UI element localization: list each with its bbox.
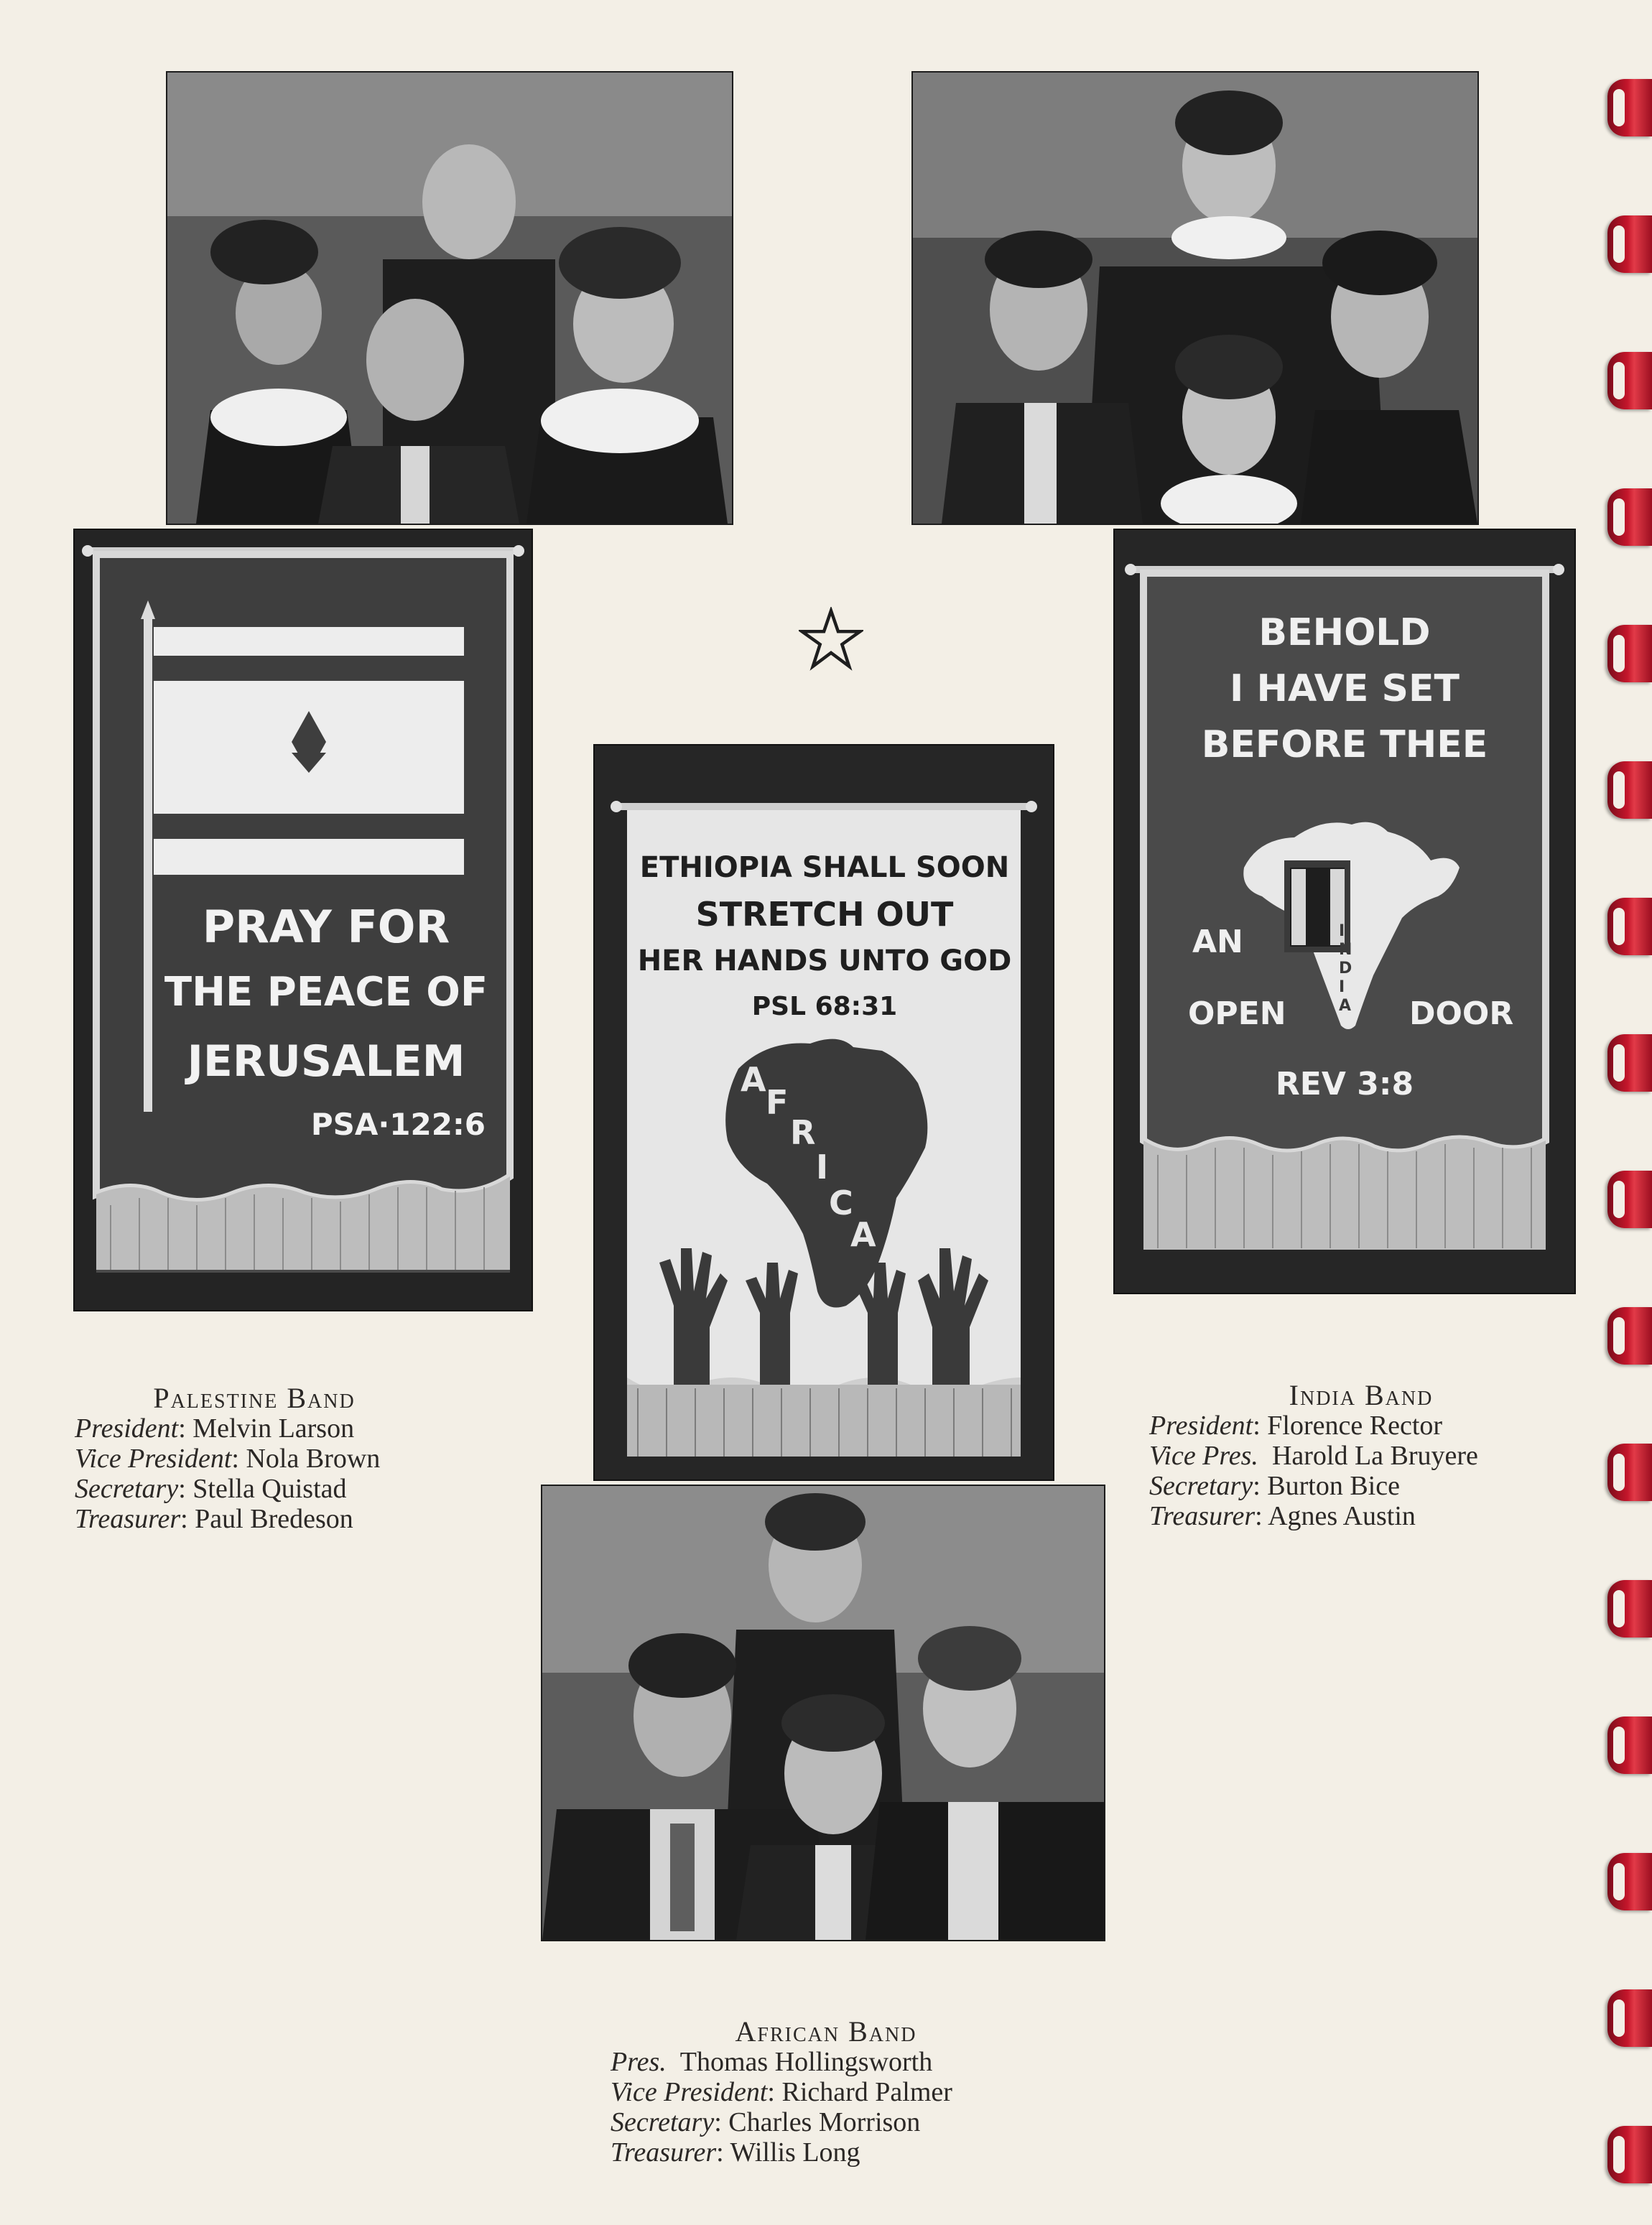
palestine-officer-2: Vice President: Nola Brown: [75, 1444, 381, 1474]
binding-ring: [1607, 79, 1652, 136]
officer-name: Willis Long: [730, 2137, 860, 2168]
binding-ring: [1607, 488, 1652, 546]
africa-map-letter-5: C: [829, 1184, 853, 1222]
india-banner-line-3: BEFORE THEE: [1201, 723, 1488, 766]
india-banner-line-2: I HAVE SET: [1230, 667, 1460, 710]
binding-ring: [1607, 215, 1652, 273]
african-officer-2: Vice President: Richard Palmer: [611, 2077, 952, 2107]
binding-ring: [1607, 1717, 1652, 1774]
india-officer-3: Secretary: Burton Bice: [1149, 1471, 1400, 1501]
africa-map-letter-6: A: [850, 1215, 876, 1254]
officer-name: Richard Palmer: [781, 2077, 952, 2107]
binding-ring: [1607, 1989, 1652, 2047]
palestine-banner-line-1: PRAY FOR: [202, 901, 450, 953]
india-map-letter-3: D: [1339, 960, 1352, 977]
officer-name: Harold La Bruyere: [1271, 1441, 1478, 1471]
india-map-letter-1: I: [1339, 922, 1345, 940]
african-band-title: African Band: [735, 2015, 917, 2048]
binding-ring: [1607, 2126, 1652, 2183]
palestine-band-caption: [75, 1383, 506, 1534]
africa-banner-line-1: ETHIOPIA SHALL SOON: [639, 851, 1010, 884]
india-banner-door: DOOR: [1409, 995, 1514, 1032]
officer-name: Thomas Hollingsworth: [679, 2047, 933, 2077]
india-band-caption: [1149, 1380, 1595, 1531]
officer-name: Agnes Austin: [1268, 1501, 1416, 1531]
officer-role: Vice President: [75, 1444, 232, 1474]
officer-role: Vice Pres.: [1149, 1441, 1258, 1471]
star-icon: [799, 607, 863, 672]
africa-map-letter-1: A: [741, 1060, 766, 1099]
india-band-title: India Band: [1289, 1379, 1434, 1411]
officer-role: Secretary: [75, 1474, 179, 1504]
palestine-banner-line-3: JERUSALEM: [187, 1036, 465, 1087]
binding-ring: [1607, 898, 1652, 955]
officer-role: Treasurer: [1149, 1501, 1256, 1531]
spiral-binding: [1595, 0, 1652, 2225]
officer-role: Treasurer: [75, 1504, 181, 1534]
officer-name: Florence Rector: [1267, 1411, 1443, 1441]
binding-ring: [1607, 1853, 1652, 1910]
officer-name: Stella Quistad: [192, 1474, 347, 1504]
palestine-banner-ref: PSA·122:6: [310, 1107, 486, 1142]
palestine-band-photo: [167, 73, 732, 524]
officer-name: Melvin Larson: [192, 1413, 355, 1444]
officer-role: President: [1149, 1411, 1253, 1441]
officer-role: President: [75, 1413, 179, 1444]
officer-name: Charles Morrison: [728, 2107, 921, 2137]
binding-ring: [1607, 352, 1652, 409]
officer-name: Nola Brown: [246, 1444, 381, 1474]
india-officer-2: [1149, 1441, 1595, 1471]
officer-role: Secretary: [611, 2107, 715, 2137]
palestine-officer-3: Secretary: Stella Quistad: [75, 1474, 347, 1504]
officer-role: Secretary: [1149, 1471, 1253, 1501]
palestine-banner: [75, 530, 532, 1310]
india-officer-1: President: Florence Rector: [1149, 1411, 1443, 1441]
india-banner-open: OPEN: [1188, 995, 1286, 1032]
palestine-band-title: Palestine Band: [153, 1382, 356, 1414]
binding-ring: [1607, 1307, 1652, 1365]
african-officer-3: Secretary: Charles Morrison: [611, 2107, 921, 2137]
palestine-officer-4: Treasurer: Paul Bredeson: [75, 1504, 353, 1534]
africa-map-letter-4: I: [816, 1148, 829, 1186]
binding-ring: [1607, 1444, 1652, 1501]
africa-banner-line-2: STRETCH OUT: [695, 895, 954, 934]
african-band-photo: [542, 1486, 1104, 1940]
officer-role: Treasurer: [611, 2137, 717, 2168]
african-officer-1: [611, 2047, 1070, 2077]
binding-ring: [1607, 1171, 1652, 1228]
binding-ring: [1607, 761, 1652, 819]
african-band-caption: [611, 2017, 1070, 2168]
africa-map-letter-2: F: [766, 1083, 789, 1122]
africa-banner-line-3: HER HANDS UNTO GOD: [637, 944, 1012, 977]
binding-ring: [1607, 625, 1652, 682]
officer-role: Pres.: [611, 2047, 667, 2077]
africa-banner-ref: PSL 68:31: [751, 992, 898, 1021]
india-map-letter-2: N: [1339, 941, 1352, 959]
india-banner-line-1: BEHOLD: [1258, 611, 1431, 654]
india-map-letter-5: A: [1339, 997, 1352, 1015]
india-map-label: [1115, 530, 1574, 1293]
india-banner-ref: REV 3:8: [1275, 1066, 1414, 1102]
africa-banner: [595, 745, 1053, 1480]
india-officer-4: Treasurer: Agnes Austin: [1149, 1501, 1416, 1531]
africa-map-label: [595, 745, 1053, 1480]
india-banner-an: AN: [1192, 924, 1243, 960]
officer-name: Burton Bice: [1267, 1471, 1400, 1501]
binding-ring: [1607, 1034, 1652, 1092]
palestine-banner-line-2: THE PEACE OF: [164, 969, 488, 1016]
officer-role: Vice President: [611, 2077, 768, 2107]
india-band-photo: [913, 73, 1477, 524]
africa-map-letter-3: R: [790, 1113, 816, 1152]
binding-ring: [1607, 1580, 1652, 1638]
india-banner: [1115, 530, 1574, 1293]
palestine-officer-1: President: Melvin Larson: [75, 1413, 355, 1444]
african-officer-4: Treasurer: Willis Long: [611, 2137, 860, 2168]
palestine-banner-text: [161, 896, 491, 1153]
india-map-letter-4: I: [1339, 978, 1345, 996]
officer-name: Paul Bredeson: [195, 1504, 353, 1534]
